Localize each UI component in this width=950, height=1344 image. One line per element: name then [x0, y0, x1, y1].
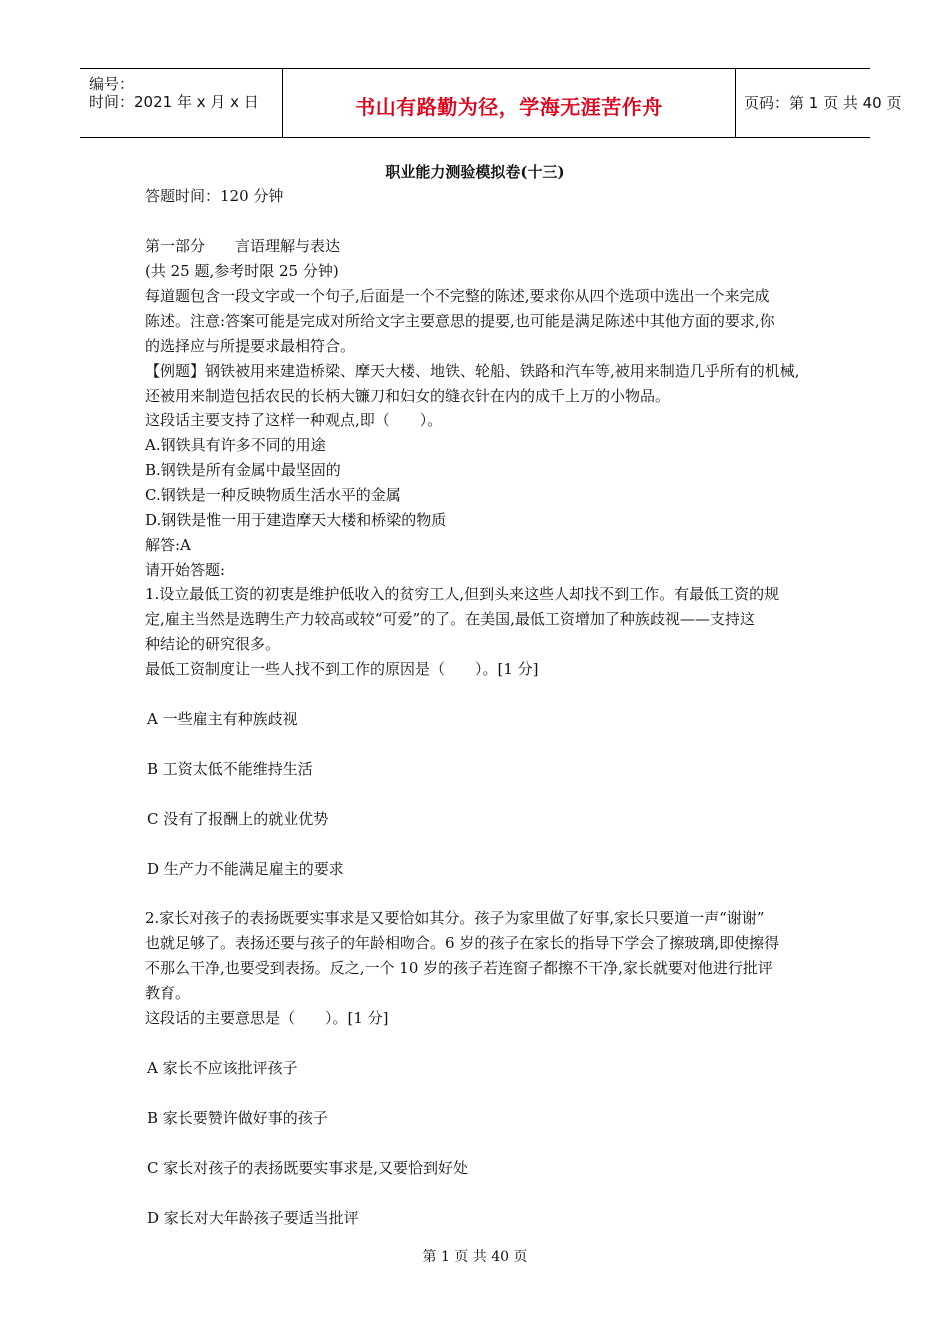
question-1-option-c: C 没有了报酬上的就业优势	[147, 810, 329, 828]
question-2-line: 不那么干净,也要受到表扬。反之,一个 10 岁的孩子若连窗子都擦不干净,家长就要对他进行批评	[145, 959, 773, 977]
document-time-label: 时间：2021 年 x 月 x 日	[89, 93, 259, 111]
example-option-a: A.钢铁具有许多不同的用途	[145, 436, 326, 454]
question-2-option-d: D 家长对大年龄孩子要适当批评	[147, 1209, 359, 1227]
question-1-line: 定,雇主当然是选聘生产力较高或较“可爱”的了。在美国,最低工资增加了种族歧视——支持这	[145, 610, 755, 628]
question-2-line: 教育。	[145, 984, 191, 1002]
header-right-cell	[735, 69, 902, 137]
example-option-d: D.钢铁是惟一用于建造摩天大楼和桥梁的物质	[145, 511, 447, 529]
example-line: 还被用来制造包括农民的长柄大镰刀和妇女的缝衣针在内的成千上万的小物品。	[145, 387, 671, 405]
instruction-line: 陈述。注意:答案可能是完成对所给文字主要意思的提要,也可能是满足陈述中其他方面的要求,你	[145, 312, 775, 330]
instruction-line: 每道题包含一段文字或一个句子,后面是一个不完整的陈述,要求你从四个选项中选出一个来完成	[145, 287, 770, 305]
question-2-line: 2.家长对孩子的表扬既要实事求是又要恰如其分。孩子为家里做了好事,家长只要道一声“谢谢”	[145, 909, 765, 927]
question-1-option-d: D 生产力不能满足雇主的要求	[147, 860, 344, 878]
document-number-label: 编号：	[89, 75, 135, 93]
question-1-prompt: 最低工资制度让一些人找不到工作的原因是（ ）。[1 分]	[145, 660, 539, 678]
header-motto-cell	[282, 69, 736, 137]
part-count: (共 25 题,参考时限 25 分钟)	[145, 262, 339, 280]
example-line: 【例题】钢铁被用来建造桥梁、摩天大楼、地铁、轮船、铁路和汽车等,被用来制造几乎所有的机械,	[145, 362, 800, 380]
question-2-option-b: B 家长要赞许做好事的孩子	[147, 1109, 328, 1127]
page-title: 职业能力测验模拟卷(十三)	[385, 163, 565, 181]
part-heading: 第一部分 言语理解与表达	[145, 237, 341, 255]
motto-text: 书山有路勤为径，学海无涯苦作舟	[355, 95, 663, 119]
start-prompt: 请开始答题:	[145, 561, 226, 579]
question-1-option-a: A 一些雇主有种族歧视	[147, 710, 298, 728]
question-1-line: 1.设立最低工资的初衷是维护低收入的贫穷工人,但到头来这些人却找不到工作。有最低工资的规	[145, 585, 780, 603]
header-left-cell	[80, 69, 282, 137]
answer-time: 答题时间：120 分钟	[145, 187, 284, 205]
question-1-line: 种结论的研究很多。	[145, 635, 281, 653]
example-answer: 解答:A	[145, 536, 191, 554]
question-2-prompt: 这段话的主要意思是（ ）。[1 分]	[145, 1009, 389, 1027]
example-option-c: C.钢铁是一种反映物质生活水平的金属	[145, 486, 401, 504]
example-question: 这段话主要支持了这样一种观点,即（ ）。	[145, 411, 443, 429]
page-footer: 第 1 页 共 40 页	[422, 1249, 528, 1265]
question-2-option-a: A 家长不应该批评孩子	[147, 1059, 298, 1077]
question-1-option-b: B 工资太低不能维持生活	[147, 760, 313, 778]
question-2-option-c: C 家长对孩子的表扬既要实事求是,又要恰到好处	[147, 1159, 469, 1177]
example-option-b: B.钢铁是所有金属中最坚固的	[145, 461, 341, 479]
document-header	[80, 68, 902, 138]
instruction-line: 的选择应与所提要求最相符合。	[145, 337, 356, 355]
page-number-label: 页码：第 1 页 共 40 页	[744, 94, 902, 112]
question-2-line: 也就足够了。表扬还要与孩子的年龄相吻合。6 岁的孩子在家长的指导下学会了擦玻璃,即使擦得	[145, 934, 780, 952]
